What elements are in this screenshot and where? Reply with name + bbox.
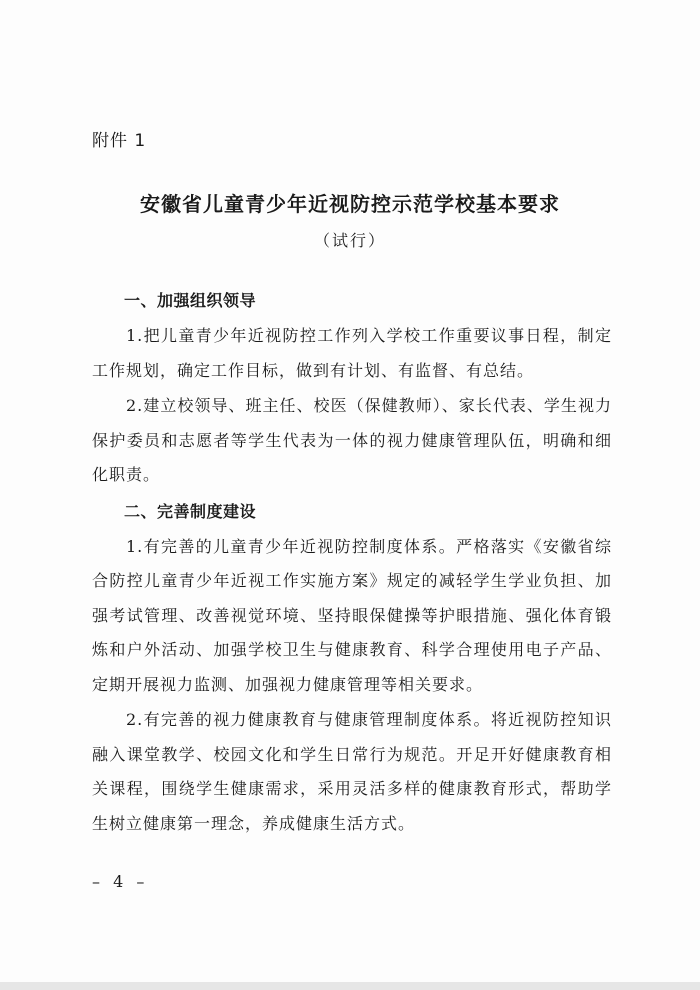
section-heading-2: 二、完善制度建设 [124,501,257,521]
document-subtitle: （试行） [313,231,386,250]
page-number: – 4 – [92,872,149,891]
section-heading-1: 一、加强组织领导 [124,291,257,310]
section-1-paragraph-2: 2.建立校领导、班主任、校医（保健教师）、家长代表、学生视力保护委员和志愿者等学生代表为一体的视力健康管理队伍，明确和细化职责。 [92,396,612,484]
section-2-paragraph-1: 1.有完善的儿童青少年近视防控制度体系。严格落实《安徽省综合防控儿童青少年近视工作实施方案》规定的减轻学生学业负担、加强考试管理、改善视觉环境、坚持眼保健操等护眼措施、强化体育锻炼和户外活动、加强学校卫生与健康教育、科学合理使用电子产品、定期开展视力监测、加强视力健康管理等相关要求。 [92,536,612,694]
document-body [92,283,612,842]
document-title: 安徽省儿童青少年近视防控示范学校基本要求 [140,192,560,216]
scan-edge-divider [0,982,700,990]
section-1-paragraph-1: 1.把儿童青少年近视防控工作列入学校工作重要议事日程，制定工作规划，确定工作目标，做到有计划、有监督、有总结。 [92,326,612,380]
attachment-label: 附件 1 [92,131,147,151]
section-2-paragraph-2: 2.有完善的视力健康教育与健康管理制度体系。将近视防控知识融入课堂教学、校园文化和学生日常行为规范。开足开好健康教育相关课程，围绕学生健康需求，采用灵活多样的健康教育形式，帮助学生树立健康第一理念，养成健康生活方式。 [92,710,612,833]
